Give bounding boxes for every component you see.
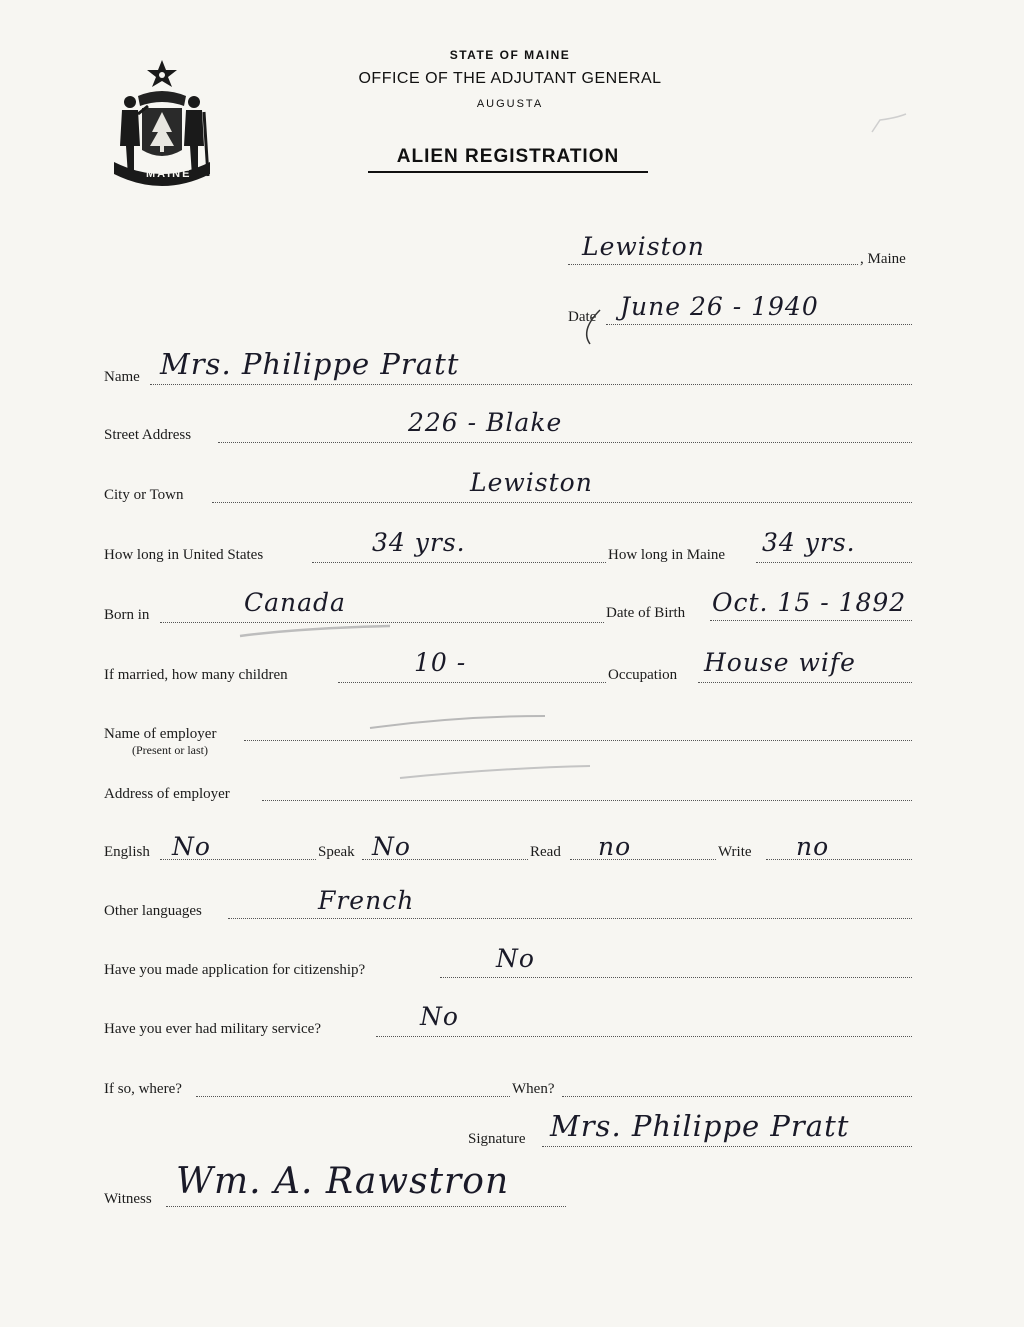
city-heading: AUGUSTA	[476, 98, 544, 110]
read-label: Read	[530, 844, 561, 860]
read-entry: no	[598, 832, 632, 861]
children-entry: 10 -	[414, 648, 467, 677]
place-entry: Lewiston	[582, 232, 705, 261]
born-in-entry: Canada	[244, 588, 346, 617]
street-label: Street Address	[104, 427, 192, 443]
english-label: English	[104, 844, 150, 860]
citizenship-entry: No	[496, 944, 535, 973]
witness-signature: Wm. A. Rawstron	[176, 1161, 510, 1202]
military-label: Have you ever had military service?	[104, 1021, 321, 1037]
city-entry: Lewiston	[470, 468, 593, 497]
how-long-maine-label: How long in Maine	[608, 547, 726, 563]
employer-label: Name of employer	[104, 726, 217, 742]
how-long-maine-entry: 34 yrs.	[762, 528, 856, 557]
signature-entry: Mrs. Philippe Pratt	[550, 1109, 850, 1143]
date-of-birth-label: Date of Birth	[606, 605, 686, 621]
how-long-us-entry: 34 yrs.	[372, 528, 466, 557]
english-entry: No	[172, 832, 211, 861]
maine-label: , Maine	[860, 251, 906, 267]
city-label: City or Town	[104, 487, 184, 503]
write-label: Write	[718, 844, 752, 860]
other-languages-label: Other languages	[104, 903, 202, 919]
speak-label: Speak	[318, 844, 355, 860]
speak-entry: No	[372, 832, 411, 861]
how-long-us-label: How long in United States	[104, 547, 264, 563]
witness-label: Witness	[104, 1191, 152, 1207]
form-title: ALIEN REGISTRATION	[368, 146, 648, 173]
military-entry: No	[420, 1002, 459, 1031]
date-of-birth-entry: Oct. 15 - 1892	[712, 588, 907, 617]
occupation-label: Occupation	[608, 667, 678, 683]
name-label: Name	[104, 369, 140, 385]
date-entry: June 26 - 1940	[620, 292, 819, 321]
office-heading: OFFICE OF THE ADJUTANT GENERAL	[358, 70, 662, 87]
state-heading: STATE OF MAINE	[449, 48, 571, 62]
occupation-entry: House wife	[704, 648, 856, 677]
employer-address-label: Address of employer	[104, 786, 230, 802]
children-label: If married, how many children	[104, 667, 288, 683]
signature-label: Signature	[468, 1131, 526, 1147]
name-entry: Mrs. Philippe Pratt	[160, 347, 460, 381]
employer-note: (Present or last)	[132, 743, 208, 757]
date-label: Date	[568, 309, 597, 325]
citizenship-label: Have you made application for citizenship?	[104, 962, 366, 978]
when-label: When?	[512, 1081, 555, 1097]
write-entry: no	[796, 832, 830, 861]
seal-banner-text: MAINE	[146, 168, 192, 180]
if-so-where-label: If so, where?	[104, 1081, 182, 1097]
born-in-label: Born in	[104, 607, 150, 623]
other-languages-entry: French	[318, 886, 415, 915]
street-entry: 226 - Blake	[408, 408, 563, 437]
